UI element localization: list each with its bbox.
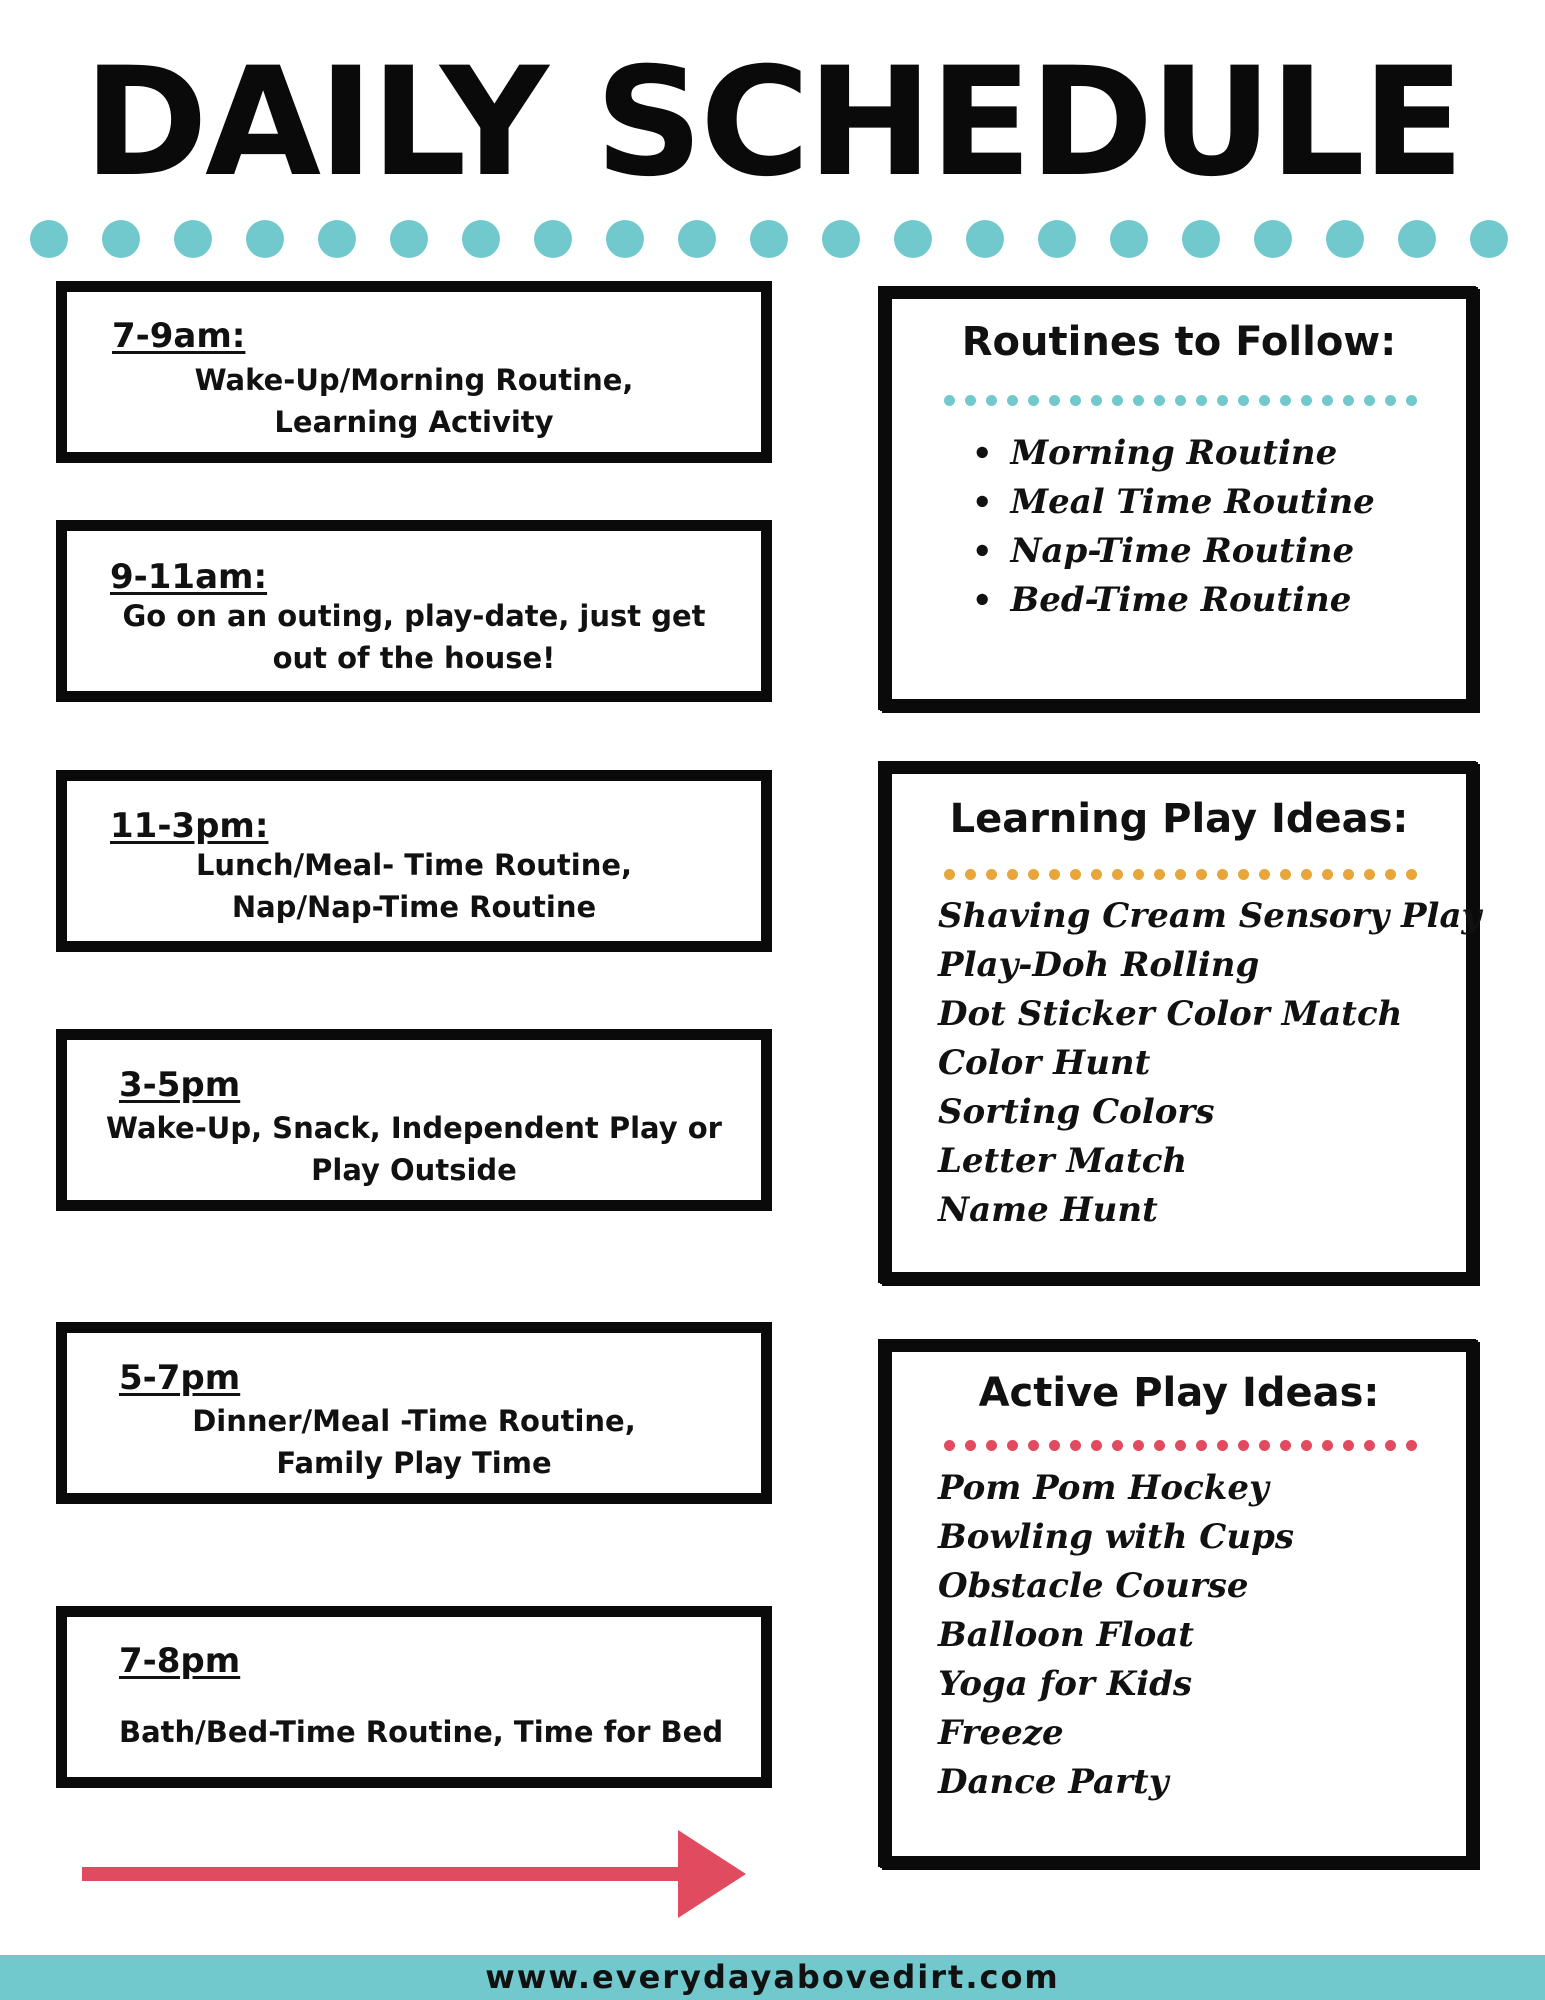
active-play-title: Active Play Ideas: xyxy=(978,1370,1380,1416)
schedule-description: Bath/Bed-Time Routine, Time for Bed xyxy=(119,1715,724,1749)
list-item: Obstacle Course xyxy=(938,1566,1249,1606)
schedule-block-11-3pm xyxy=(56,770,772,952)
learning-play-title: Learning Play Ideas: xyxy=(949,796,1409,842)
routines-title: Routines to Follow: xyxy=(961,319,1397,365)
teal-dot-divider xyxy=(0,220,1545,260)
list-item: Dot Sticker Color Match xyxy=(938,994,1403,1034)
footer-url: www.everydayabovedirt.com xyxy=(485,1958,1060,1996)
list-item: Color Hunt xyxy=(938,1043,1151,1083)
list-item: Sorting Colors xyxy=(938,1092,1215,1132)
list-item: • Morning Routine xyxy=(972,429,1375,478)
schedule-description: Dinner/Meal -Time Routine, Family Play Time xyxy=(192,1404,636,1480)
learning-play-panel xyxy=(880,762,1482,1284)
list-item: Shaving Cream Sensory Play xyxy=(938,896,1482,936)
teal-dot-divider xyxy=(944,395,1414,407)
schedule-block-7-9am xyxy=(56,281,772,463)
list-item: Freeze xyxy=(938,1713,1064,1753)
list-item: • Nap-Time Routine xyxy=(972,527,1375,576)
list-item: Bowling with Cups xyxy=(938,1517,1294,1557)
schedule-description: Lunch/Meal- Time Routine, Nap/Nap-Time Routine xyxy=(195,848,633,924)
list-item: • Bed-Time Routine xyxy=(972,576,1375,625)
schedule-time: 7-8pm xyxy=(119,1641,241,1681)
page-title: DAILY SCHEDULE xyxy=(83,36,1462,210)
learning-play-list xyxy=(938,892,1481,1235)
list-item: • Meal Time Routine xyxy=(972,478,1375,527)
list-item: Play-Doh Rolling xyxy=(938,945,1260,985)
schedule-block-9-11am xyxy=(56,520,772,702)
schedule-time: 5-7pm xyxy=(119,1358,241,1398)
schedule-time: 3-5pm xyxy=(119,1065,241,1105)
schedule-block-3-5pm xyxy=(56,1029,772,1211)
routines-list xyxy=(972,429,1375,625)
list-item: Name Hunt xyxy=(938,1190,1158,1230)
arrow-right-icon xyxy=(82,1830,752,1920)
active-play-panel xyxy=(880,1340,1478,1868)
active-play-list xyxy=(938,1464,1294,1807)
routines-panel xyxy=(880,287,1478,711)
schedule-time: 7-9am: xyxy=(112,316,246,356)
schedule-block-5-7pm xyxy=(56,1322,772,1504)
footer-bar xyxy=(0,1955,1545,2000)
schedule-block-7-8pm xyxy=(56,1606,772,1788)
schedule-time: 11-3pm: xyxy=(110,806,269,846)
schedule-description: Wake-Up/Morning Routine, Learning Activity xyxy=(194,363,634,439)
pink-dot-divider xyxy=(944,1440,1414,1452)
schedule-description: Go on an outing, play-date, just get out of the house! xyxy=(122,599,706,675)
list-item: Pom Pom Hockey xyxy=(938,1468,1269,1508)
list-item: Dance Party xyxy=(938,1762,1169,1802)
list-item: Yoga for Kids xyxy=(938,1664,1193,1704)
schedule-time: 9-11am: xyxy=(110,557,268,597)
list-item: Balloon Float xyxy=(938,1615,1194,1655)
schedule-description: Wake-Up, Snack, Independent Play or Play Outside xyxy=(106,1111,722,1187)
list-item: Letter Match xyxy=(938,1141,1188,1181)
orange-dot-divider xyxy=(944,869,1414,881)
